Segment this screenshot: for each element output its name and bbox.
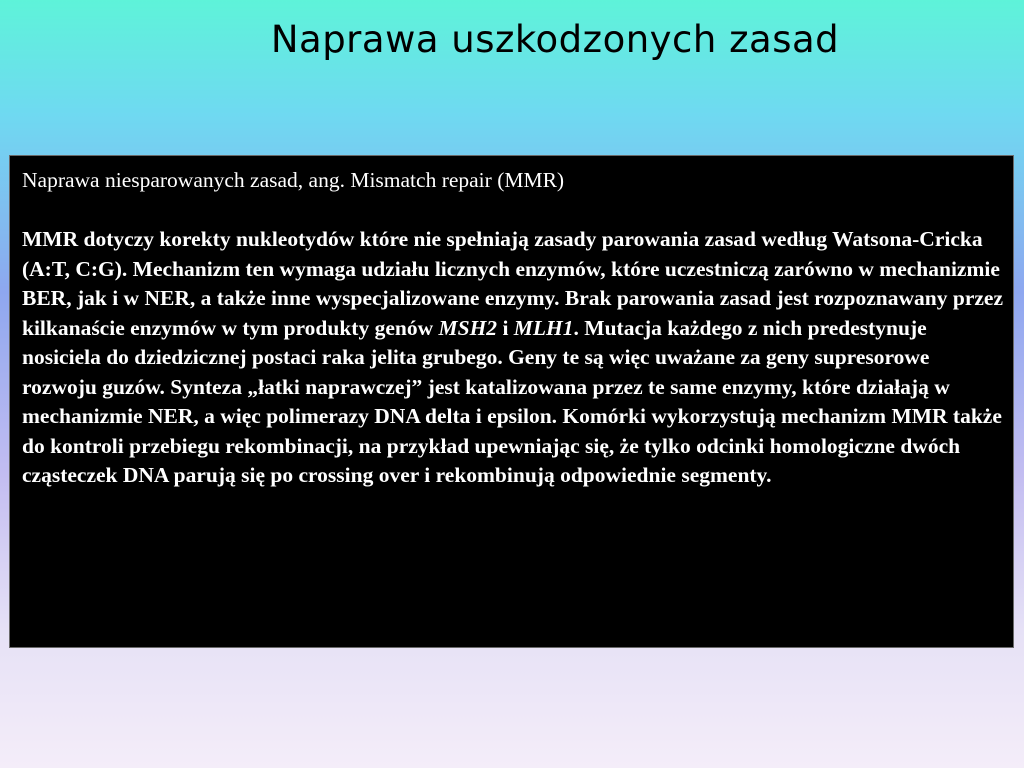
- content-text-box: [9, 155, 1014, 648]
- section-heading: Naprawa niesparowanych zasad, ang. Mismatch repair (MMR): [22, 168, 565, 192]
- paragraph-text-part1: MMR dotyczy korekty nukleotydów które nie spełniają zasady parowania zasad według Watsona-Cricka (A:T, C:G). Mechanizm ten wymaga udziału licznych enzymów, które uczestniczą zarówno w mechanizmie BER, jak i w NER, a także inne wyspecjalizowane enzymy. Brak parowania zasad jest rozpoznawany przez kilkanaście enzymów w tym produkty genów: [22, 227, 1004, 340]
- body-paragraph: [22, 225, 1003, 491]
- gene-name-mlh1: MLH1: [513, 315, 574, 340]
- conjunction-text: i: [497, 315, 514, 340]
- gene-name-msh2: MSH2: [438, 315, 498, 340]
- slide-title: Naprawa uszkodzonych zasad: [270, 18, 840, 61]
- paragraph-text-part2: . Mutacja każdego z nich predestynuje nosiciela do dziedzicznej postaci raka jelita grubego. Geny te są więc uważane za geny supresorowe rozwoju guzów. Synteza „łatki naprawczej” jest katalizowana przez te same enzymy, które działają w mechanizmie NER, a więc polimerazy DNA delta i epsilon. Komórki wykorzystują mechanizm MMR także do kontroli przebiegu rekombinacji, na przykład upewniając się, że tylko odcinki homologiczne dwóch cząsteczek DNA parują się po crossing over i rekombinują odpowiednie segmenty.: [22, 315, 1002, 487]
